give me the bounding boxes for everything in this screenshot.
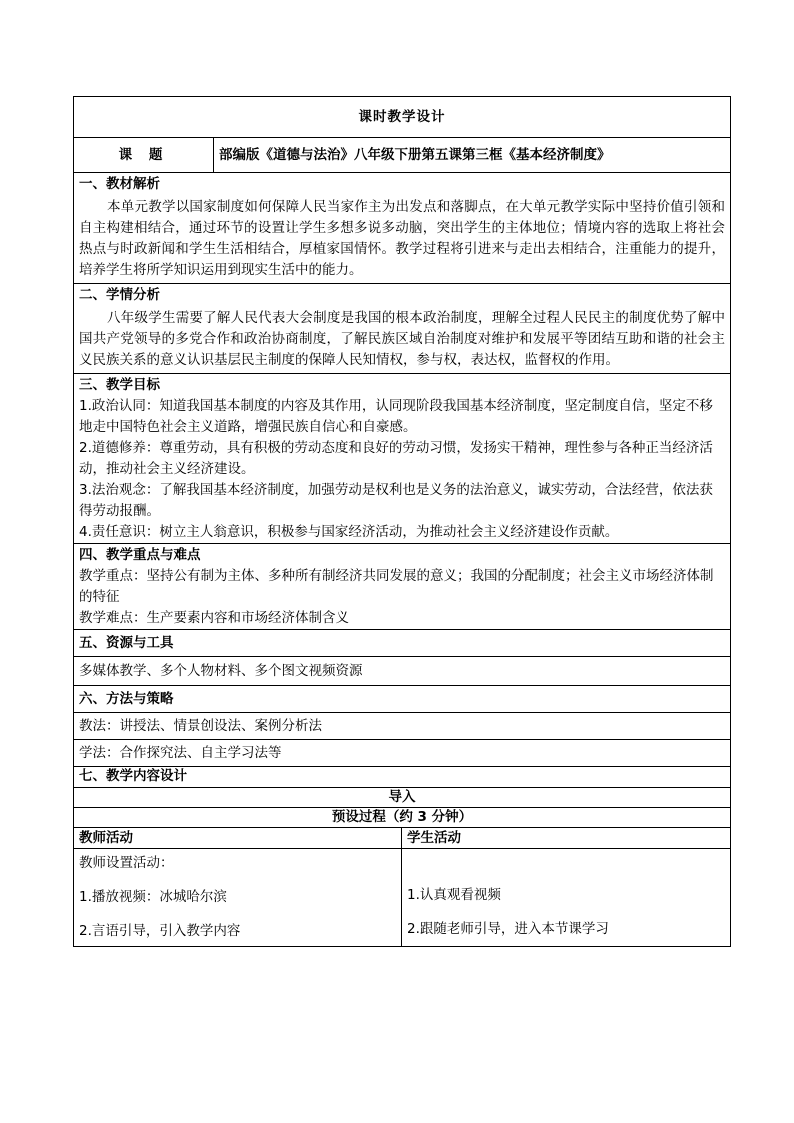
keti-label: 课 题: [74, 138, 214, 173]
section-zhongdian: [74, 544, 731, 630]
title-row: [74, 97, 731, 138]
daoru-process-row: [74, 808, 731, 828]
document-title: 课时教学设计: [74, 97, 731, 138]
keti-row: [74, 138, 731, 173]
section-body: 本单元教学以国家制度如何保障人民当家作主为出发点和落脚点，在大单元教学实际中坚持价值引领和自主构建相结合，通过环节的设置让学生多想多说多动脑，突出学生的主体地位；情境内容的选取上将社会热点与时政新闻和学生生活相结合，厚植家国情怀。教学过程将引进来与走出去相结合，注重能力的提升，培养学生将所学知识运用到现实生活中的能力。: [79, 199, 726, 278]
difficult-point: 教学难点：生产要素内容和市场经济体制含义: [79, 610, 349, 626]
daoru-process: 预设过程（约 3 分钟）: [74, 808, 731, 828]
objective-item: 2.道德修养：尊重劳动，具有积极的劳动态度和良好的劳动习惯，发扬实干精神，理性参与各种正当经济活动，推动社会主义经济建设。: [79, 440, 713, 477]
student-activity-header: 学生活动: [402, 828, 731, 849]
activity-content-row: [74, 849, 731, 947]
teacher-activity-cell: [74, 849, 402, 947]
section-heading: 六、方法与策略: [79, 691, 174, 707]
daoru-title: 导入: [74, 788, 731, 808]
teacher-activity-item: 教师设置活动：: [79, 855, 174, 871]
resources-text: 多媒体教学、多个人物材料、多个图文视频资源: [79, 662, 363, 679]
section-mubiao: [74, 374, 731, 544]
section-heading: 三、教学目标: [79, 377, 160, 393]
objective-item: 1.政治认同：知道我国基本制度的内容及其作用，认同现阶段我国基本经济制度，坚定制度自信，坚定不移地走中国特色社会主义道路，增强民族自信心和自豪感。: [79, 398, 713, 435]
daoru-title-row: [74, 788, 731, 808]
section-fangfa-learn: [74, 740, 731, 767]
section-ziyuan-head: [74, 630, 731, 657]
teacher-activity-header: 教师活动: [74, 828, 402, 849]
objective-item: 3.法治观念：了解我国基本经济制度，加强劳动是权利也是义务的法治意义，诚实劳动，合法经营，依法获得劳动报酬。: [79, 482, 713, 519]
learning-method: 学法：合作探究法、自主学习法等: [79, 744, 282, 761]
section-jiaocai: [74, 173, 731, 284]
key-point: 教学重点：坚持公有制为主体、多种所有制经济共同发展的意义；我国的分配制度；社会主义市场经济体制的特征: [79, 568, 714, 605]
section-heading: 一、教材解析: [79, 176, 160, 192]
student-activity-cell: [402, 849, 731, 947]
section-heading: 二、学情分析: [79, 287, 160, 303]
section-heading: 五、资源与工具: [79, 635, 174, 651]
section-heading: 七、教学内容设计: [79, 768, 187, 784]
objective-item: 4.责任意识：树立主人翁意识，积极参与国家经济活动，为推动社会主义经济建设作贡献。: [79, 524, 619, 540]
section-heading: 四、教学重点与难点: [79, 547, 201, 563]
lesson-design-table: [73, 96, 731, 947]
teacher-activity-item: 1.播放视频：冰城哈尔滨: [79, 889, 227, 905]
section-xueqing: [74, 284, 731, 374]
teaching-method: 教法：讲授法、情景创设法、案例分析法: [79, 717, 322, 734]
keti-value: 部编版《道德与法治》八年级下册第五课第三框《基本经济制度》: [214, 138, 731, 173]
student-activity-item: 1.认真观看视频: [407, 887, 501, 903]
section-fangfa-head: [74, 686, 731, 713]
activity-header-row: [74, 828, 731, 849]
section-neirong-head: [74, 767, 731, 788]
section-ziyuan-body: [74, 657, 731, 686]
teacher-activity-item: 2.言语引导，引入教学内容: [79, 923, 241, 939]
section-fangfa-teach: [74, 713, 731, 740]
student-activity-item: 2.跟随老师引导，进入本节课学习: [407, 921, 609, 937]
section-body: 八年级学生需要了解人民代表大会制度是我国的根本政治制度，理解全过程人民民主的制度优势了解中国共产党领导的多党合作和政治协商制度，了解民族区域自治制度对维护和发展平等团结互助和谐的社会主义民族关系的意义认识基层民主制度的保障人民知情权，参与权，表达权，监督权的作用。: [79, 310, 726, 368]
